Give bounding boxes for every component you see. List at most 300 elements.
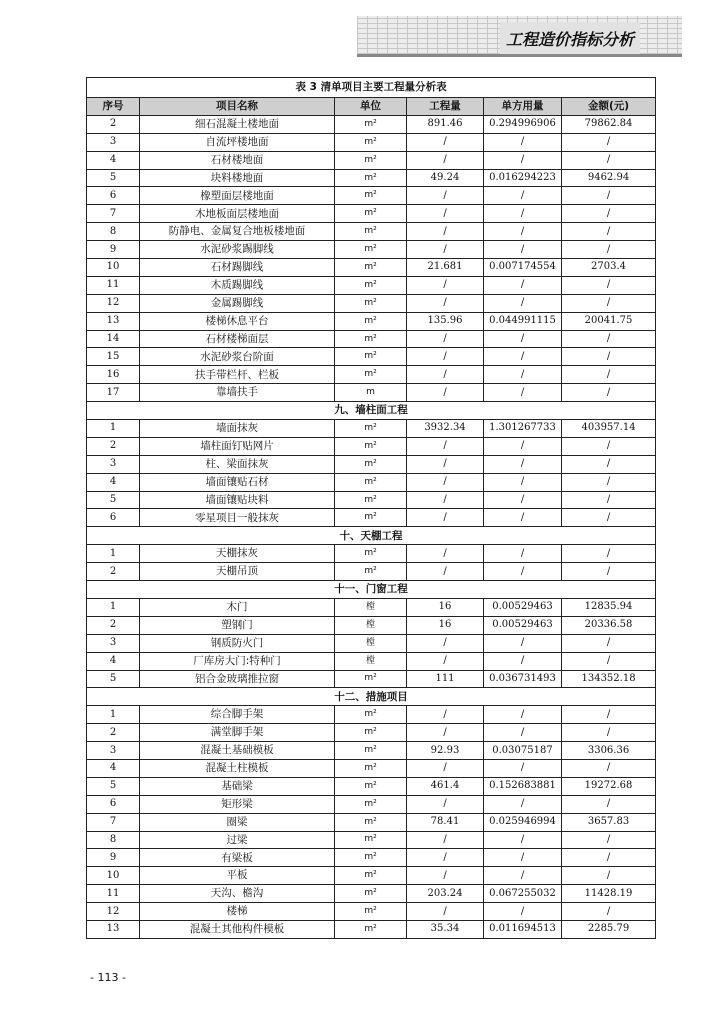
table-row <box>87 670 656 688</box>
cell-amount: 79862.84 <box>562 115 656 133</box>
table-row <box>87 276 656 294</box>
cell-row-index: 9 <box>87 849 140 867</box>
cell-row-index: 2 <box>87 563 140 581</box>
cell-unit-usage: 0.016294223 <box>484 169 562 187</box>
cell-unit-usage: 0.294996906 <box>484 115 562 133</box>
cell-amount: 20041.75 <box>562 312 656 330</box>
cell-quantity: / <box>407 205 484 223</box>
cell-unit: m² <box>335 455 407 473</box>
cell-amount: / <box>562 831 656 849</box>
cell-item-name: 细石混凝土楼地面 <box>140 115 335 133</box>
table-row <box>87 151 656 169</box>
cell-unit-usage: / <box>484 903 562 921</box>
cell-quantity: / <box>407 491 484 509</box>
table-row <box>87 384 656 402</box>
cell-unit-usage: / <box>484 849 562 867</box>
section-title: 九、墙柱面工程 <box>87 402 656 420</box>
cell-unit-usage: 1.301267733 <box>484 420 562 438</box>
cell-quantity: / <box>407 903 484 921</box>
cell-quantity: / <box>407 652 484 670</box>
cell-quantity: / <box>407 187 484 205</box>
cell-item-name: 水泥砂浆踢脚线 <box>140 241 335 259</box>
cell-unit: m² <box>335 169 407 187</box>
cell-item-name: 混凝土其他构件模板 <box>140 920 335 938</box>
cell-row-index: 1 <box>87 598 140 616</box>
table-row <box>87 187 656 205</box>
table-row <box>87 724 656 742</box>
cell-quantity: / <box>407 151 484 169</box>
cell-item-name: 石材踢脚线 <box>140 259 335 277</box>
table-row <box>87 634 656 652</box>
cell-unit-usage: / <box>484 151 562 169</box>
cell-amount: / <box>562 849 656 867</box>
cell-unit-usage: / <box>484 545 562 563</box>
cell-row-index: 2 <box>87 115 140 133</box>
cell-unit-usage: / <box>484 795 562 813</box>
cell-unit: m² <box>335 885 407 903</box>
cell-quantity: 891.46 <box>407 115 484 133</box>
table-row <box>87 420 656 438</box>
cell-quantity: 35.34 <box>407 920 484 938</box>
cell-item-name: 扶手带栏杆、栏板 <box>140 366 335 384</box>
cell-unit-usage: 0.067255032 <box>484 885 562 903</box>
cell-row-index: 9 <box>87 241 140 259</box>
cell-amount: / <box>562 455 656 473</box>
cell-amount: / <box>562 223 656 241</box>
cell-item-name: 墙柱面钉贴网片 <box>140 437 335 455</box>
cell-amount: / <box>562 759 656 777</box>
cell-row-index: 8 <box>87 831 140 849</box>
cell-amount: 20336.58 <box>562 616 656 634</box>
cell-row-index: 2 <box>87 724 140 742</box>
cell-unit-usage: / <box>484 366 562 384</box>
cell-item-name: 靠墙扶手 <box>140 384 335 402</box>
cell-amount: / <box>562 384 656 402</box>
cell-unit: m² <box>335 312 407 330</box>
cell-unit: m² <box>335 724 407 742</box>
cell-unit: m² <box>335 706 407 724</box>
cell-row-index: 15 <box>87 348 140 366</box>
cell-item-name: 木门 <box>140 598 335 616</box>
cell-item-name: 厂库房大门:特种门 <box>140 652 335 670</box>
cell-unit-usage: / <box>484 241 562 259</box>
cell-unit: m² <box>335 294 407 312</box>
cell-quantity: / <box>407 473 484 491</box>
table-row <box>87 133 656 151</box>
cell-row-index: 1 <box>87 545 140 563</box>
cell-item-name: 自流坪楼地面 <box>140 133 335 151</box>
cell-unit: m² <box>335 366 407 384</box>
cell-unit: m² <box>335 795 407 813</box>
cell-unit-usage: / <box>484 330 562 348</box>
cell-unit: m² <box>335 330 407 348</box>
cell-unit-usage: / <box>484 187 562 205</box>
cell-unit: m² <box>335 205 407 223</box>
table-row <box>87 169 656 187</box>
table-row <box>87 813 656 831</box>
column-header-amount: 金额(元) <box>562 98 656 116</box>
cell-item-name: 楼梯 <box>140 903 335 921</box>
cell-row-index: 6 <box>87 795 140 813</box>
table-row <box>87 777 656 795</box>
cell-unit-usage: 0.025946994 <box>484 813 562 831</box>
cell-item-name: 矩形梁 <box>140 795 335 813</box>
cell-unit: m² <box>335 563 407 581</box>
cell-quantity: / <box>407 223 484 241</box>
column-header-unit-usage: 单方用量 <box>484 98 562 116</box>
cell-item-name: 木质踢脚线 <box>140 276 335 294</box>
cell-unit-usage: / <box>484 706 562 724</box>
cell-unit-usage: / <box>484 724 562 742</box>
cell-quantity: / <box>407 706 484 724</box>
cell-amount: 9462.94 <box>562 169 656 187</box>
cell-row-index: 10 <box>87 867 140 885</box>
table-row <box>87 885 656 903</box>
column-header-quantity: 工程量 <box>407 98 484 116</box>
cell-item-name: 木地板面层楼地面 <box>140 205 335 223</box>
cell-item-name: 零星项目一般抹灰 <box>140 509 335 527</box>
cell-item-name: 混凝土柱模板 <box>140 759 335 777</box>
cell-quantity: / <box>407 455 484 473</box>
cell-amount: / <box>562 903 656 921</box>
cell-unit: m² <box>335 187 407 205</box>
cell-unit: m² <box>335 241 407 259</box>
cell-row-index: 13 <box>87 312 140 330</box>
cell-amount: / <box>562 634 656 652</box>
cell-unit-usage: / <box>484 509 562 527</box>
table-row <box>87 294 656 312</box>
cell-amount: 11428.19 <box>562 885 656 903</box>
cell-row-index: 16 <box>87 366 140 384</box>
cell-amount: / <box>562 205 656 223</box>
quantity-analysis-table <box>86 77 656 939</box>
cell-unit: m² <box>335 276 407 294</box>
cell-quantity: / <box>407 563 484 581</box>
cell-row-index: 4 <box>87 652 140 670</box>
cell-unit-usage: / <box>484 759 562 777</box>
cell-row-index: 17 <box>87 384 140 402</box>
cell-amount: / <box>562 348 656 366</box>
cell-row-index: 2 <box>87 616 140 634</box>
cell-amount: / <box>562 563 656 581</box>
cell-item-name: 综合脚手架 <box>140 706 335 724</box>
cell-unit-usage: / <box>484 473 562 491</box>
table-row <box>87 509 656 527</box>
cell-row-index: 5 <box>87 169 140 187</box>
cell-quantity: 461.4 <box>407 777 484 795</box>
cell-row-index: 1 <box>87 706 140 724</box>
table-row <box>87 849 656 867</box>
cell-item-name: 石材楼梯面层 <box>140 330 335 348</box>
cell-quantity: / <box>407 294 484 312</box>
cell-item-name: 墙面镶贴块料 <box>140 491 335 509</box>
cell-unit-usage: / <box>484 867 562 885</box>
table-row <box>87 205 656 223</box>
cell-unit: m² <box>335 813 407 831</box>
cell-item-name: 墙面镶贴石材 <box>140 473 335 491</box>
cell-amount: 2703.4 <box>562 259 656 277</box>
cell-row-index: 12 <box>87 903 140 921</box>
table-row <box>87 545 656 563</box>
cell-amount: 403957.14 <box>562 420 656 438</box>
section-header-row <box>87 527 656 545</box>
cell-unit: 樘 <box>335 616 407 634</box>
cell-unit-usage: / <box>484 348 562 366</box>
cell-row-index: 4 <box>87 151 140 169</box>
cell-row-index: 3 <box>87 634 140 652</box>
cell-item-name: 防静电、金属复合地板楼地面 <box>140 223 335 241</box>
cell-amount: 2285.79 <box>562 920 656 938</box>
cell-row-index: 6 <box>87 187 140 205</box>
cell-amount: / <box>562 133 656 151</box>
cell-unit-usage: / <box>484 652 562 670</box>
cell-unit: m² <box>335 133 407 151</box>
cell-amount: / <box>562 276 656 294</box>
cell-row-index: 12 <box>87 294 140 312</box>
column-header-item-name: 项目名称 <box>140 98 335 116</box>
cell-row-index: 14 <box>87 330 140 348</box>
cell-quantity: / <box>407 133 484 151</box>
cell-amount: 3306.36 <box>562 742 656 760</box>
cell-unit: m² <box>335 867 407 885</box>
table-row <box>87 563 656 581</box>
table-row <box>87 437 656 455</box>
cell-row-index: 11 <box>87 885 140 903</box>
section-title: 十、天棚工程 <box>87 527 656 545</box>
cell-row-index: 13 <box>87 920 140 938</box>
table-row <box>87 115 656 133</box>
cell-unit-usage: / <box>484 563 562 581</box>
cell-quantity: 16 <box>407 616 484 634</box>
cell-unit-usage: 0.011694513 <box>484 920 562 938</box>
cell-quantity: / <box>407 330 484 348</box>
cell-unit-usage: / <box>484 276 562 294</box>
cell-unit: m² <box>335 348 407 366</box>
cell-unit: m² <box>335 777 407 795</box>
cell-quantity: 49.24 <box>407 169 484 187</box>
cell-amount: 12835.94 <box>562 598 656 616</box>
table-row <box>87 759 656 777</box>
cell-unit: m² <box>335 509 407 527</box>
cell-quantity: 92.93 <box>407 742 484 760</box>
table-row <box>87 491 656 509</box>
cell-unit-usage: 0.152683881 <box>484 777 562 795</box>
cell-item-name: 石材楼地面 <box>140 151 335 169</box>
cell-quantity: / <box>407 384 484 402</box>
table-row <box>87 831 656 849</box>
cell-unit: m² <box>335 920 407 938</box>
cell-row-index: 1 <box>87 420 140 438</box>
cell-amount: / <box>562 706 656 724</box>
cell-unit-usage: 0.00529463 <box>484 598 562 616</box>
cell-unit-usage: / <box>484 133 562 151</box>
cell-unit: m² <box>335 115 407 133</box>
cell-item-name: 块料楼地面 <box>140 169 335 187</box>
cell-quantity: 203.24 <box>407 885 484 903</box>
cell-unit: 樘 <box>335 598 407 616</box>
cell-row-index: 4 <box>87 473 140 491</box>
column-header-index: 序号 <box>87 98 140 116</box>
section-header-row <box>87 581 656 599</box>
table-row <box>87 903 656 921</box>
cell-amount: / <box>562 151 656 169</box>
cell-unit-usage: 0.007174554 <box>484 259 562 277</box>
cell-quantity: 16 <box>407 598 484 616</box>
table-row <box>87 652 656 670</box>
cell-amount: / <box>562 545 656 563</box>
cell-item-name: 橡塑面层楼地面 <box>140 187 335 205</box>
cell-unit-usage: / <box>484 455 562 473</box>
cell-amount: 3657.83 <box>562 813 656 831</box>
cell-quantity: / <box>407 509 484 527</box>
cell-item-name: 圈梁 <box>140 813 335 831</box>
cell-item-name: 水泥砂浆台阶面 <box>140 348 335 366</box>
section-header-row <box>87 688 656 706</box>
cell-unit: m² <box>335 223 407 241</box>
cell-quantity: / <box>407 724 484 742</box>
cell-row-index: 7 <box>87 813 140 831</box>
cell-quantity: 78.41 <box>407 813 484 831</box>
cell-quantity: 21.681 <box>407 259 484 277</box>
column-header-unit: 单位 <box>335 98 407 116</box>
cell-item-name: 平板 <box>140 867 335 885</box>
cell-quantity: / <box>407 831 484 849</box>
table-row <box>87 348 656 366</box>
cell-amount: / <box>562 795 656 813</box>
cell-unit-usage: / <box>484 223 562 241</box>
section-title: 十二、措施项目 <box>87 688 656 706</box>
cell-amount: 19272.68 <box>562 777 656 795</box>
cell-unit: m² <box>335 491 407 509</box>
cell-unit-usage: / <box>484 491 562 509</box>
table-caption-row <box>87 78 656 98</box>
cell-unit-usage: / <box>484 205 562 223</box>
cell-item-name: 墙面抹灰 <box>140 420 335 438</box>
table-row <box>87 598 656 616</box>
cell-item-name: 天沟、檐沟 <box>140 885 335 903</box>
cell-item-name: 钢质防火门 <box>140 634 335 652</box>
cell-row-index: 11 <box>87 276 140 294</box>
cell-unit-usage: / <box>484 437 562 455</box>
page-number: - 113 - <box>90 971 126 984</box>
cell-unit: m² <box>335 259 407 277</box>
cell-quantity: / <box>407 366 484 384</box>
cell-unit: m² <box>335 151 407 169</box>
cell-item-name: 铝合金玻璃推拉窗 <box>140 670 335 688</box>
cell-row-index: 10 <box>87 259 140 277</box>
cell-unit-usage: / <box>484 634 562 652</box>
cell-amount: / <box>562 241 656 259</box>
table-row <box>87 920 656 938</box>
cell-item-name: 过梁 <box>140 831 335 849</box>
cell-item-name: 有梁板 <box>140 849 335 867</box>
cell-unit: m² <box>335 545 407 563</box>
cell-amount: / <box>562 509 656 527</box>
cell-unit-usage: 0.044991115 <box>484 312 562 330</box>
table-row <box>87 259 656 277</box>
cell-amount: 134352.18 <box>562 670 656 688</box>
cell-unit-usage: / <box>484 384 562 402</box>
cell-unit-usage: 0.036731493 <box>484 670 562 688</box>
cell-unit-usage: 0.00529463 <box>484 616 562 634</box>
table-row <box>87 616 656 634</box>
cell-item-name: 金属踢脚线 <box>140 294 335 312</box>
cell-unit: m² <box>335 437 407 455</box>
cell-item-name: 塑钢门 <box>140 616 335 634</box>
cell-unit: m² <box>335 903 407 921</box>
cell-item-name: 基础梁 <box>140 777 335 795</box>
cell-quantity: / <box>407 849 484 867</box>
cell-unit: m² <box>335 759 407 777</box>
table-row <box>87 706 656 724</box>
cell-row-index: 5 <box>87 777 140 795</box>
cell-unit: m² <box>335 420 407 438</box>
cell-quantity: / <box>407 348 484 366</box>
cell-unit: m² <box>335 831 407 849</box>
cell-unit-usage: / <box>484 831 562 849</box>
cell-unit: m² <box>335 473 407 491</box>
table-row <box>87 795 656 813</box>
cell-quantity: / <box>407 437 484 455</box>
cell-quantity: / <box>407 545 484 563</box>
cell-row-index: 3 <box>87 133 140 151</box>
cell-item-name: 满堂脚手架 <box>140 724 335 742</box>
cell-amount: / <box>562 867 656 885</box>
cell-quantity: / <box>407 795 484 813</box>
cell-unit: m² <box>335 742 407 760</box>
cell-row-index: 7 <box>87 205 140 223</box>
cell-quantity: / <box>407 867 484 885</box>
cell-unit: m² <box>335 670 407 688</box>
table-row <box>87 867 656 885</box>
cell-unit-usage: 0.03075187 <box>484 742 562 760</box>
cell-row-index: 4 <box>87 759 140 777</box>
cell-row-index: 2 <box>87 437 140 455</box>
cell-quantity: / <box>407 759 484 777</box>
cell-amount: / <box>562 366 656 384</box>
table-row <box>87 330 656 348</box>
cell-quantity: / <box>407 634 484 652</box>
cell-quantity: 135.96 <box>407 312 484 330</box>
table-row <box>87 312 656 330</box>
cell-unit: 樘 <box>335 652 407 670</box>
cell-row-index: 5 <box>87 670 140 688</box>
cell-quantity: 3932.34 <box>407 420 484 438</box>
header-rule <box>357 54 682 57</box>
cell-amount: / <box>562 187 656 205</box>
cell-row-index: 3 <box>87 455 140 473</box>
cell-amount: / <box>562 491 656 509</box>
table-row <box>87 223 656 241</box>
table-row <box>87 241 656 259</box>
cell-amount: / <box>562 294 656 312</box>
cell-amount: / <box>562 724 656 742</box>
running-header-title: 工程造价指标分析 <box>500 22 640 54</box>
cell-amount: / <box>562 330 656 348</box>
cell-item-name: 混凝土基础模板 <box>140 742 335 760</box>
cell-quantity: 111 <box>407 670 484 688</box>
cell-quantity: / <box>407 241 484 259</box>
cell-unit-usage: / <box>484 294 562 312</box>
table-row <box>87 366 656 384</box>
cell-item-name: 楼梯休息平台 <box>140 312 335 330</box>
table-row <box>87 473 656 491</box>
cell-unit: m² <box>335 849 407 867</box>
cell-amount: / <box>562 652 656 670</box>
table-header-row <box>87 98 656 116</box>
cell-quantity: / <box>407 276 484 294</box>
table-row <box>87 742 656 760</box>
